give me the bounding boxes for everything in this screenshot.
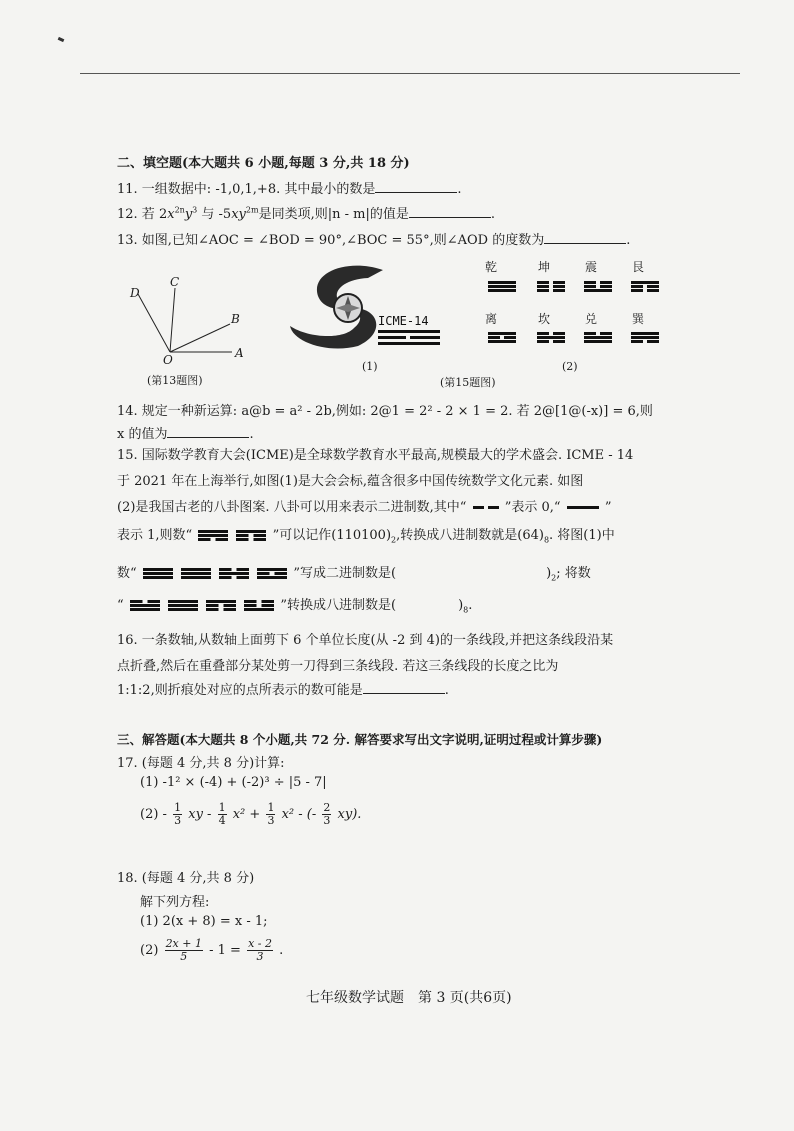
question-11: 11. 一组数据中: -1,0,1,+8. 其中最小的数是 . — [117, 182, 462, 197]
convert-trigram-4 — [244, 599, 274, 612]
page-footer: 七年级数学试题 第 3 页(共6页) — [306, 990, 512, 1006]
question-16-line3: 1:1:2,则折痕处对应的点所表示的数可能是 . — [117, 683, 449, 698]
question-15-line4: 表示 1,则数“ ”可以记作$(110100)_2$,转换成八进制数就是$(64)_8$. 将图(1)中 — [117, 528, 615, 545]
answer-blank-12[interactable] — [409, 206, 491, 218]
question-18-part1: (1) 2(x + 8) = x - 1; — [140, 914, 268, 929]
fraction-2x1-5: $\frac{2x + 1}{5}$ — [165, 937, 202, 963]
fraction-1-4: $\frac{1}{4}$ — [218, 801, 226, 827]
trigram-xun — [631, 331, 659, 344]
question-15-line3: (2)是我国古老的八卦图案. 八卦可以用来表示二进制数,其中“ ”表示 0,“ ” — [117, 500, 612, 515]
figure-13-caption: (第13题图) — [147, 374, 203, 387]
example-trigram-2 — [236, 529, 266, 542]
yang-symbol — [567, 505, 599, 510]
fraction-x2-3: $\frac{x - 2}{3}$ — [248, 937, 273, 963]
logo-trigram-1 — [143, 567, 173, 580]
ray-OD — [138, 294, 170, 352]
question-18-title: 18. (每题 4 分,共 8 分) — [117, 871, 255, 886]
fraction-1-3b: $\frac{1}{3}$ — [267, 801, 275, 827]
trigram-li — [488, 331, 516, 344]
trigram-zhen — [584, 280, 612, 293]
trigram-kan — [537, 331, 565, 344]
figure-15-caption-1: (1) — [362, 360, 378, 373]
fraction-2-3: $\frac{2}{3}$ — [323, 801, 331, 827]
question-12: 12. 若 $2x^{2n}y^3$ 与 $-5xy^{2m}$是同类项,则|n - m|的值是 . — [117, 205, 495, 222]
answer-blank-13[interactable] — [544, 232, 626, 244]
trigram-gen — [631, 280, 659, 293]
question-16-line1: 16. 一条数轴,从数轴上面剪下 6 个单位长度(从 -2 到 4)的一条线段,并把这条线段沿某 — [117, 633, 614, 648]
figure-15-caption: (第15题图) — [440, 376, 496, 389]
question-18-part2: (2) $\frac{2x + 1}{5}$ - 1 = $\frac{x - 2}{3}$ . — [140, 937, 284, 963]
logo-trigram-4 — [257, 567, 287, 580]
convert-trigram-2 — [168, 599, 198, 612]
section3-header: 三、解答题(本大题共 8 个小题,共 72 分. 解答要求写出文字说明,证明过程或计算步骤) — [117, 732, 603, 747]
question-15-line6: “ ”转换成八进制数是( )$_8$. — [117, 598, 473, 615]
trigram-qian — [488, 280, 516, 293]
gua-label-kan: 坎 — [538, 312, 551, 326]
section2-header: 二、填空题(本大题共 6 小题,每题 3 分,共 18 分) — [117, 156, 410, 171]
ray-OB — [170, 324, 230, 352]
question-15-line5: 数“ ”写成二进制数是( )$_2$; 将数 — [117, 566, 591, 583]
gua-label-gen: 艮 — [632, 260, 645, 274]
convert-trigram-1 — [130, 599, 160, 612]
top-rule — [80, 73, 740, 74]
logo-trigrams — [378, 330, 440, 345]
question-17-part2: (2) - $\frac{1}{3}$ xy - $\frac{1}{4}$ x² + $\frac{1}{3}$ x² - (- $\frac{2}{3}$ xy). — [140, 801, 362, 827]
gua-label-dui: 兑 — [585, 312, 598, 326]
answer-blank-11[interactable] — [375, 181, 457, 193]
question-17-title: 17. (每题 4 分,共 8 分)计算: — [117, 756, 285, 771]
convert-trigram-3 — [206, 599, 236, 612]
label-B: B — [231, 312, 240, 326]
gua-label-kun: 坤 — [538, 260, 551, 274]
label-D: D — [130, 286, 140, 300]
question-16-line2: 点折叠,然后在重叠部分某处剪一刀得到三条线段. 若这三条线段的长度之比为 — [117, 659, 559, 674]
trigram-dui — [584, 331, 612, 344]
label-A: A — [235, 346, 244, 360]
label-C: C — [170, 275, 180, 289]
question-14-line2: x 的值为 . — [117, 427, 254, 442]
answer-blank-14[interactable] — [167, 426, 249, 438]
figure-15-caption-2: (2) — [562, 360, 578, 373]
logo-trigram-3 — [219, 567, 249, 580]
gua-label-zhen: 震 — [585, 260, 598, 274]
scan-speck — [58, 37, 65, 42]
question-17-part1: (1) -1² × (-4) + (-2)³ ÷ |5 - 7| — [140, 775, 327, 790]
logo-trigram-2 — [181, 567, 211, 580]
example-trigram-1 — [198, 529, 228, 542]
icme-logo — [288, 262, 453, 354]
question-18-intro: 解下列方程: — [140, 895, 210, 910]
question-15-line2: 于 2021 年在上海举行,如图(1)是大会会标,蕴含很多中国传统数学文化元素. 如图 — [117, 474, 584, 489]
question-13: 13. 如图,已知∠AOC = ∠BOD = 90°,∠BOC = 55°,则∠AOD 的度数为 . — [117, 233, 631, 248]
fraction-1-3: $\frac{1}{3}$ — [174, 801, 182, 827]
question-15-line1: 15. 国际数学教育大会(ICME)是全球数学教育水平最高,规模最大的学术盛会. ICME - 14 — [117, 448, 634, 463]
gua-label-li: 离 — [485, 312, 498, 326]
question-14-line1: 14. 规定一种新运算: a@b = a² - 2b,例如: 2@1 = 2² - 2 × 1 = 2. 若 2@[1@(-x)] = 6,则 — [117, 404, 653, 419]
label-O: O — [163, 353, 173, 367]
ray-OC — [170, 288, 175, 352]
gua-label-qian: 乾 — [485, 260, 498, 274]
gua-label-xun: 巽 — [632, 312, 645, 326]
yin-symbol — [473, 505, 499, 510]
icme-logo-text: ICME-14 — [378, 314, 429, 328]
answer-blank-16[interactable] — [363, 682, 445, 694]
trigram-kun — [537, 280, 565, 293]
